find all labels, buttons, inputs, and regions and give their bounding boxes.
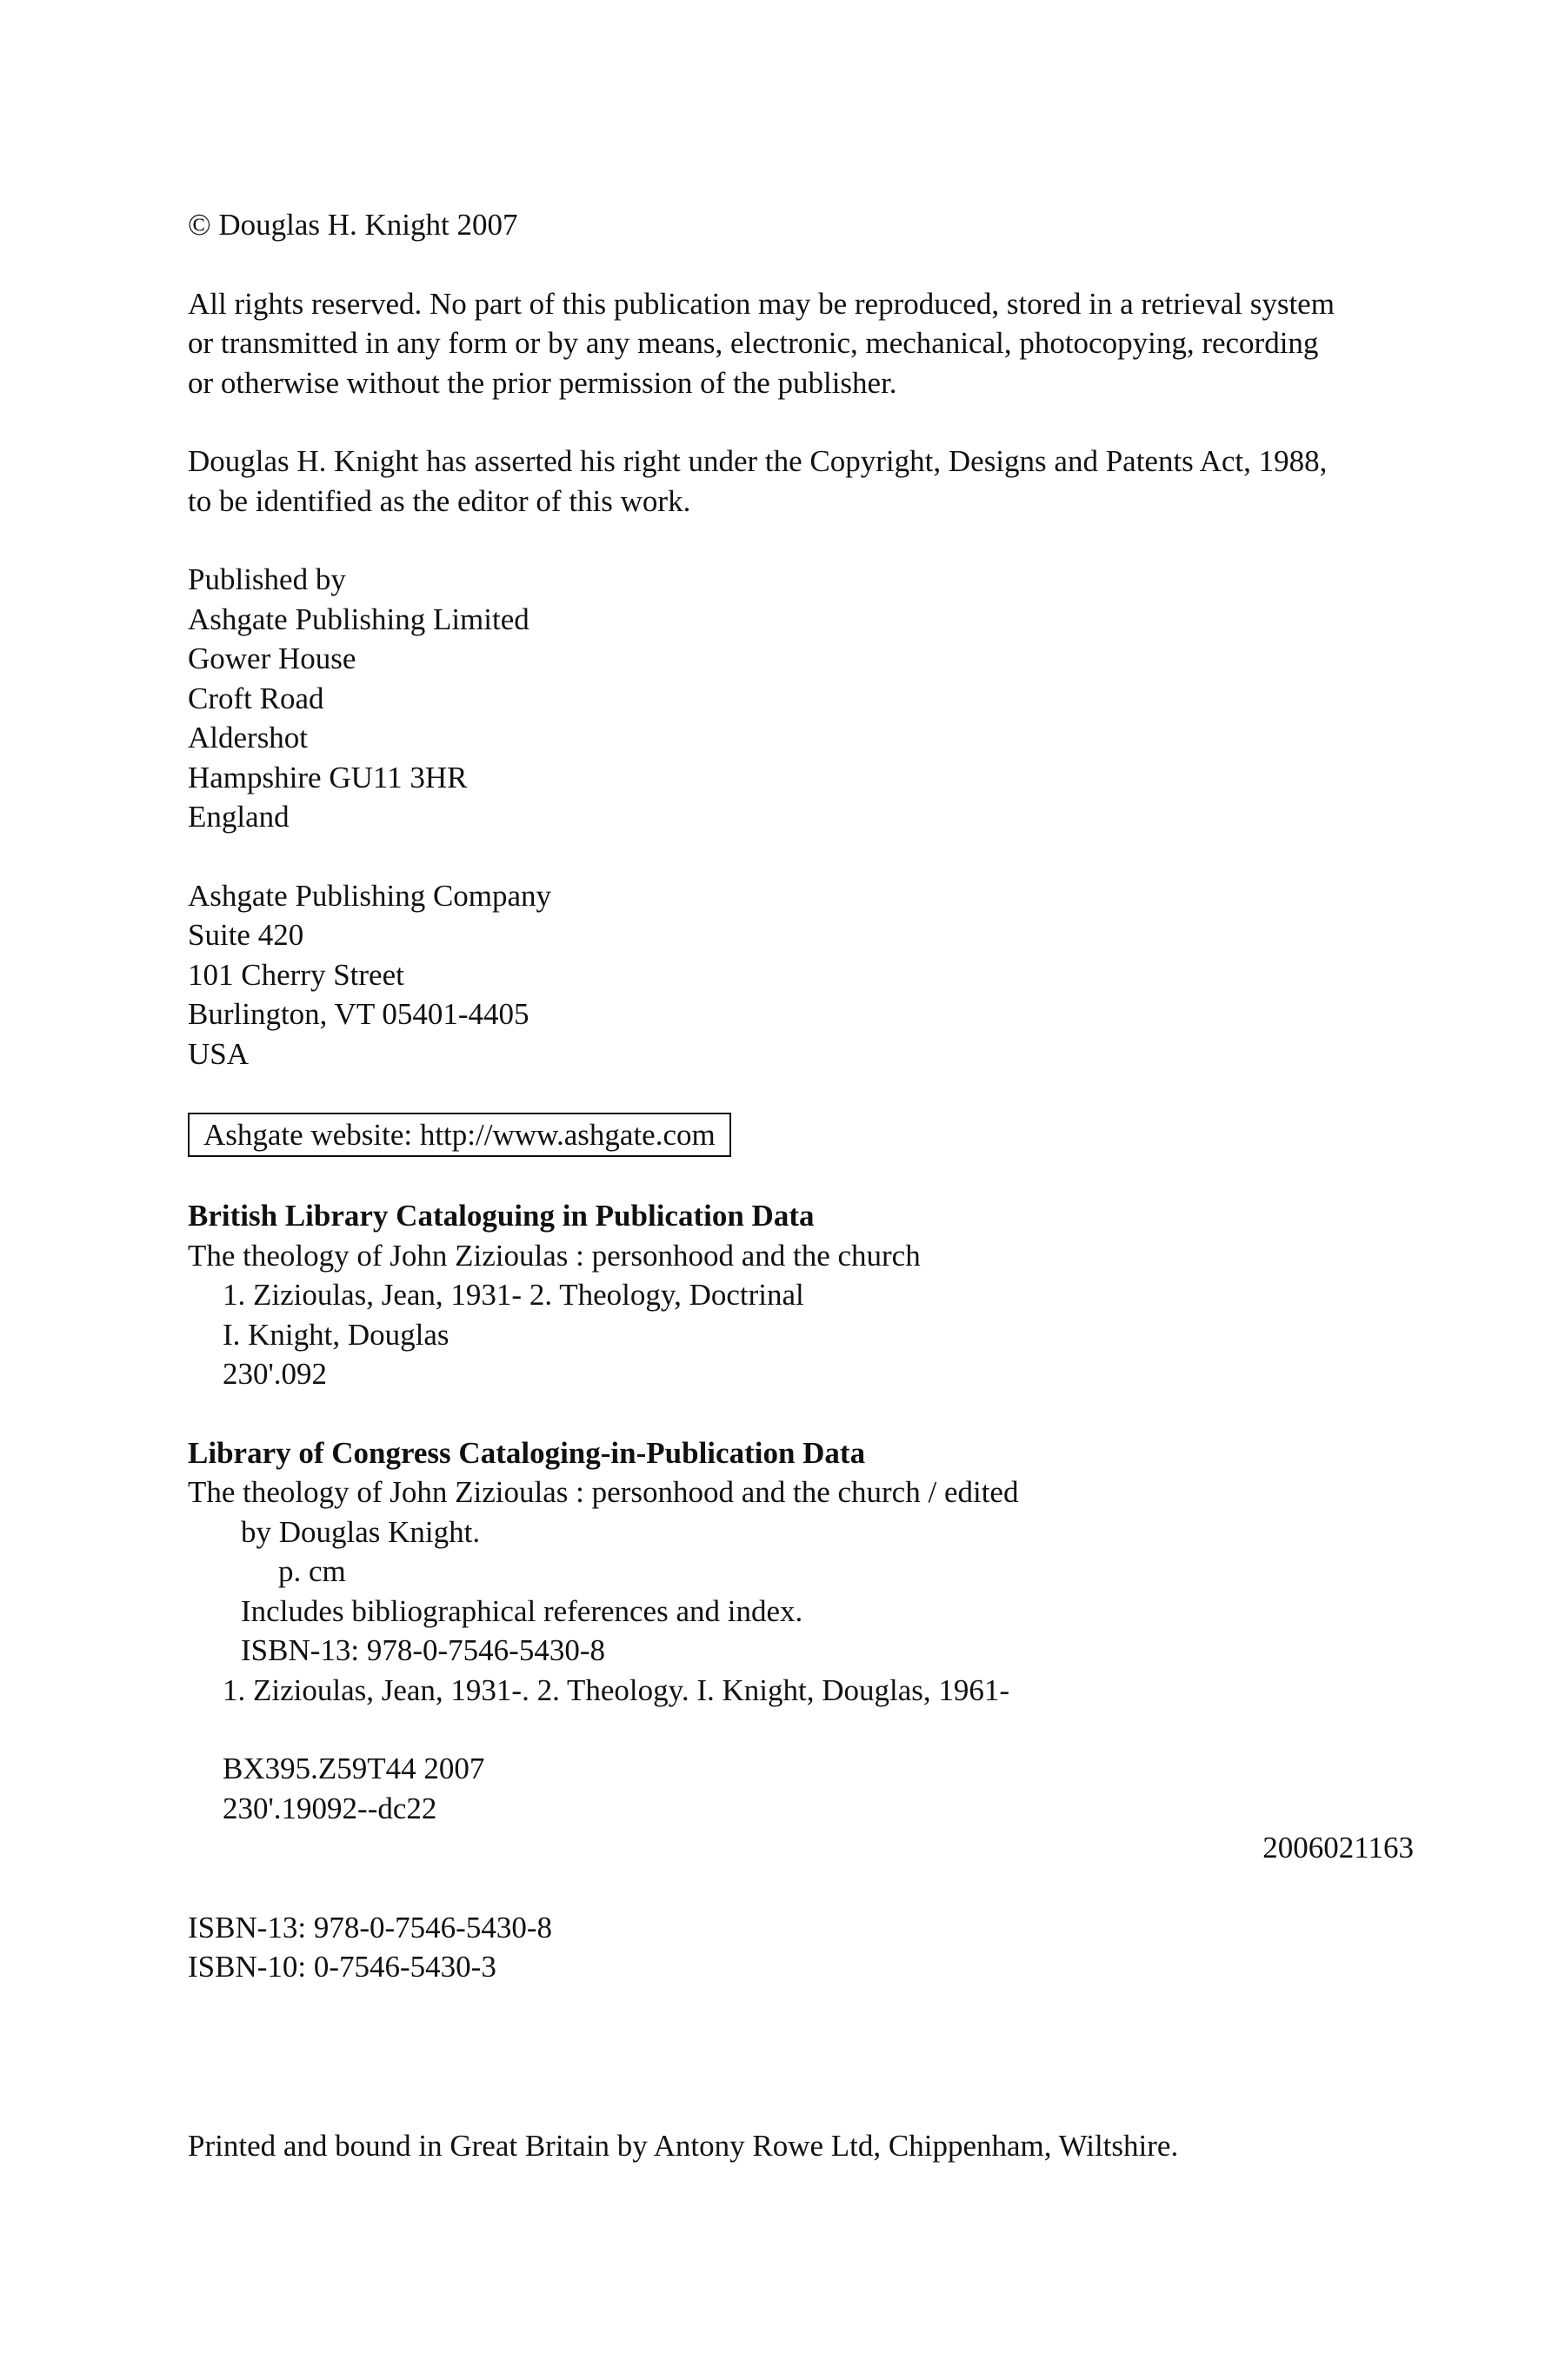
isbn-block xyxy=(188,1908,1414,1987)
copyright-page xyxy=(188,205,1414,2165)
loc-control-number: 2006021163 xyxy=(1262,1831,1414,1865)
bl-added-entry: I. Knight, Douglas xyxy=(223,1317,450,1352)
british-library-heading: British Library Cataloguing in Publication Data xyxy=(188,1199,815,1233)
printer-line: Printed and bound in Great Britain by Antony Rowe Ltd, Chippenham, Wiltshire. xyxy=(188,2128,1179,2163)
rights-line: or otherwise without the prior permission of the publisher. xyxy=(188,365,897,400)
library-of-congress-cip xyxy=(188,1433,1414,1868)
address-line: Burlington, VT 05401-4405 xyxy=(188,997,529,1031)
address-line: USA xyxy=(188,1036,250,1071)
address-line: Croft Road xyxy=(188,681,324,715)
printer-statement xyxy=(188,2126,1414,2166)
loc-call-number: BX395.Z59T44 2007 xyxy=(223,1752,485,1785)
loc-heading: Library of Congress Cataloging-in-Publication Data xyxy=(188,1435,866,1470)
address-line: Aldershot xyxy=(188,721,309,755)
publisher-us-address xyxy=(188,876,1414,1074)
isbn-10: ISBN-10: 0-7546-5430-3 xyxy=(188,1950,496,1984)
british-library-cip xyxy=(188,1196,1414,1394)
bl-subjects: 1. Zizioulas, Jean, 1931- 2. Theology, Doctrinal xyxy=(223,1278,804,1312)
copyright-notice xyxy=(188,205,1414,245)
loc-isbn: ISBN-13: 978-0-7546-5430-8 xyxy=(241,1633,605,1667)
moral-rights-assertion xyxy=(188,442,1414,521)
bl-classification: 230'.092 xyxy=(223,1357,328,1391)
address-line: 101 Cherry Street xyxy=(188,957,404,992)
address-line: Published by xyxy=(188,562,346,596)
rights-line: All rights reserved. No part of this publication may be reproduced, stored in a retrieval system xyxy=(188,286,1335,321)
website-box-wrapper xyxy=(188,1113,1414,1157)
address-line: Hampshire GU11 3HR xyxy=(188,760,468,794)
bl-title-line: The theology of John Zizioulas : personhood and the church xyxy=(188,1238,921,1273)
copyright-line: © Douglas H. Knight 2007 xyxy=(188,208,518,242)
address-line: Suite 420 xyxy=(188,918,304,952)
loc-pagination: p. cm xyxy=(278,1554,346,1588)
assertion-line: to be identified as the editor of this work. xyxy=(188,483,691,518)
address-line: Ashgate Publishing Limited xyxy=(188,602,529,636)
address-line: Ashgate Publishing Company xyxy=(188,878,552,913)
loc-title-line: The theology of John Zizioulas : personhood and the church / edited xyxy=(188,1475,1019,1509)
loc-subjects: 1. Zizioulas, Jean, 1931-. 2. Theology. I. Knight, Douglas, 1961- xyxy=(223,1672,1010,1707)
isbn-13: ISBN-13: 978-0-7546-5430-8 xyxy=(188,1910,552,1945)
assertion-line: Douglas H. Knight has asserted his right under the Copyright, Designs and Patents Act, 1988, xyxy=(188,444,1328,478)
loc-notes: Includes bibliographical references and index. xyxy=(241,1593,803,1628)
publisher-uk-address xyxy=(188,560,1414,837)
loc-dewey: 230'.19092--dc22 xyxy=(223,1791,437,1825)
address-line: Gower House xyxy=(188,642,356,675)
rights-line: or transmitted in any form or by any means, electronic, mechanical, photocopying, recording xyxy=(188,326,1319,360)
address-line: England xyxy=(188,800,290,834)
rights-statement xyxy=(188,284,1414,403)
loc-title-continuation: by Douglas Knight. xyxy=(241,1514,481,1549)
website-box: Ashgate website: http://www.ashgate.com xyxy=(188,1113,731,1157)
